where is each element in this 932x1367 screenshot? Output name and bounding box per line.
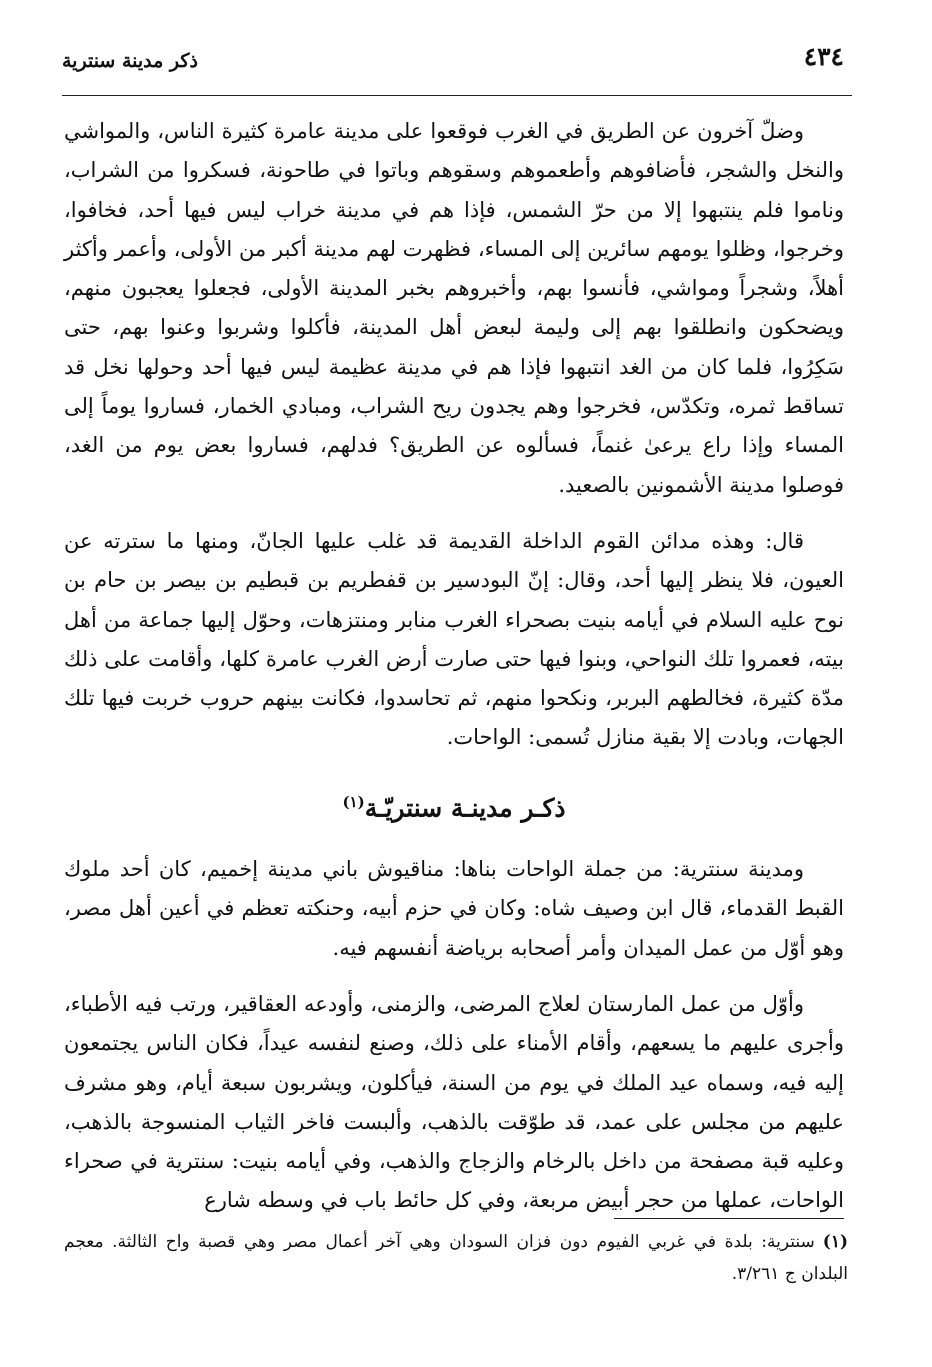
paragraph-4: وأوّل من عمل المارستان لعلاج المرضى، والزمنى، وأودعه العقاقير، ورتب فيه الأطباء، وأجرى عليهم ما يسعهم، وأقام الأمناء على ذلك، وصنع لنفسه عيداً، فكان الناس يجتمعون إليه فيه، وسماه عيد الملك في يوم من السنة، فيأكلون، ويشربون سبعة أيام، وهو مشرف عليهم من مجلس على عمد، قد طوّقت بالذهب، وألبست فاخر الثياب المنسوجة بالذهب، وعليه قبة مصفحة من داخل بالرخام والزجاج والذهب، وفي أيامه بنيت: سنترية في صحراء الواحات، عملها من حجر أبيض مربعة، وفي كل حائط باب في وسطه شارع bbox=[64, 991, 844, 1213]
paragraph-2: قال: وهذه مدائن القوم الداخلة القديمة قد غلب عليها الجانّ، ومنها ما سترته عن العيون، فلا ينظر إليها أحد، وقال: إنّ البودسير بن قفطريم بن قبطيم بن بيصر بن حام بن نوح عليه السلام في أيامه بنيت بصحراء الغرب منابر ومنتزهات، وحوّل إليها جماعة من أهل بيته، فعمروا تلك النواحي، وبنوا فيها حتى صارت أرض الغرب عامرة كلها، وأقامت على ذلك مدّة كثيرة، فخالطهم البربر، ونكحوا منهم، ثم تحاسدوا، فكانت بينهم حروب خربت فيها تلك الجهات، وبادت إلا بقية منازل تُسمى: الواحات. bbox=[64, 528, 844, 750]
page-number: ٤٣٤ bbox=[803, 42, 844, 71]
section-gap bbox=[64, 828, 844, 850]
footnote-reference[interactable]: (١) bbox=[342, 792, 365, 811]
running-title: ذكر مدينة سنترية bbox=[62, 50, 198, 72]
paragraph-gap bbox=[64, 968, 844, 985]
paragraph-1: وضلّ آخرون عن الطريق في الغرب فوقعوا على مدينة عامرة كثيرة الناس، والمواشي والنخل والشجر، فأضافوهم وأطعموهم وسقوهم وباتوا في طاحونة، فسكروا من الشراب، وناموا فلم ينتبهوا إلا من حرّ الشمس، فإذا هم في مدينة خراب ليس فيها أحد، فخافوا، وخرجوا، وظلوا يومهم سائرين إلى المساء، فظهرت لهم مدينة أكبر من الأولى، وأعمر وأكثر أهلاً، وشجراً ومواشي، فأنسوا بهم، وأخبروهم بخبر المدينة الأولى، فجعلوا يعجبون منهم، ويضحكون وانطلقوا بهم إلى وليمة لبعض أهل المدينة، فأكلوا وشربوا وعنوا بهم، حتى سَكِرُوا، فلما كان من الغد انتبهوا فإذا هم في مدينة عظيمة ليس فيها أحد وحولها نخل قد تساقط ثمره، وتكدّس، فخرجوا وهم يجدون ريح الشراب، ومبادي الخمار، فساروا يوماً إلى المساء وإذا راع يرعىٰ غنماً، فسألوه عن الطريق؟ فدلهم، فساروا بعض يوم من الغد، فوصلوا مدينة الأشمونين بالصعيد. bbox=[64, 119, 844, 497]
main-text bbox=[64, 112, 844, 1221]
running-head bbox=[62, 42, 844, 88]
header-divider bbox=[62, 95, 852, 96]
section-heading bbox=[64, 782, 844, 828]
footnote bbox=[64, 1226, 848, 1290]
section-gap bbox=[64, 758, 844, 782]
paragraph-3: ومدينة سنترية: من جملة الواحات بناها: مناقيوش باني مدينة إخميم، كان أحد ملوك القبط القدماء، قال ابن وصيف شاه: وكان في حزم أبيه، وحنكته تعظم في أعين أهل مصر، وهو أوّل من عمل الميدان وأمر أصحابه برياضة أنفسهم فيه. bbox=[64, 857, 844, 960]
footnote-text: سنترية: بلدة في غربي الفيوم دون فزان السودان وهي آخر أعمال مصر وهي قصبة واح الثالثة. معجم البلدان ج ٣/٢٦١. bbox=[64, 1232, 848, 1284]
footnote-marker: (١) bbox=[822, 1232, 848, 1252]
paragraph-gap bbox=[64, 505, 844, 522]
section-heading-text: ذكـر مدينـة سنتريّـة bbox=[364, 793, 566, 823]
footnote-divider bbox=[614, 1218, 844, 1219]
